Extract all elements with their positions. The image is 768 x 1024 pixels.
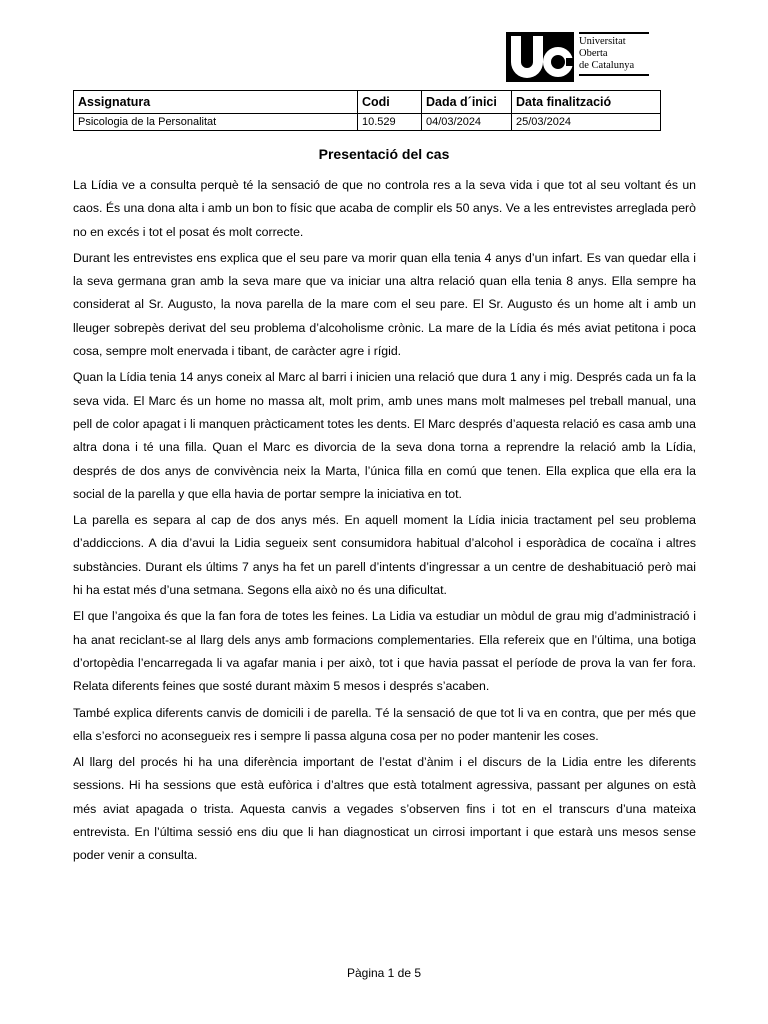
case-description	[73, 174, 696, 871]
page-number-footer: Pàgina 1 de 5	[346, 966, 422, 980]
header-data-finalitzacio: Data finalització	[512, 91, 661, 114]
paragraph: La Lídia ve a consulta perquè té la sensació de que no controla res a la seva vida i que tot al seu voltant és un caos. És una dona alta i amb un bon to físic que acaba de complir els 50 anys. Ve a les entrevistes arreglada però no en excés i tot el posat és molt correcte.	[73, 178, 696, 239]
table-header-row	[74, 91, 661, 114]
logo-line-3: de Catalunya	[579, 60, 635, 71]
paragraph: Al llarg del procés hi ha una diferència important de l’estat d’ànim i el discurs de la Lidia entre les diferents sessions. Hi ha sessions que està eufòrica i d’altres que està totalment agressiva, passant per algunes on està més aviat apagada o trista. Aquesta canvis a vegades s’observen fins i tot en el transcurs d’una mateixa entrevista. En l’última sessió ens diu que li han diagnosticat un cirrosi important i que estarà uns mesos sense poder venir a consulta.	[73, 755, 696, 863]
paragraph: La parella es separa al cap de dos anys més. En aquell moment la Lídia inicia tractament pel seu problema d’addiccions. A dia d’avui la Lidia segueix sent consumidora habitual d’alcohol i esporàdica de cocaïna i altres substàncies. Durant els últims 7 anys ha fet un parell d’intents d’ingressar a un centre de deshabituació però mai hi ha estat més d’una setmana. Segons ella això no és una dificultat.	[73, 513, 696, 598]
paragraph: També explica diferents canvis de domicili i de parella. Té la sensació de que tot li va en contra, que per més que ella s’esforci no aconsegueix res i sempre li passa alguna cosa per no poder mantenir les coses.	[73, 705, 696, 743]
uoc-logo	[506, 32, 648, 84]
cell-assignatura: Psicologia de la Personalitat	[74, 114, 358, 131]
uoc-logo-mark	[506, 32, 574, 82]
header-assignatura: Assignatura	[74, 91, 358, 114]
table-row	[74, 114, 661, 131]
header-codi: Codi	[358, 91, 422, 114]
paragraph: Durant les entrevistes ens explica que el seu pare va morir quan ella tenia 4 anys d’un infart. Es van quedar ella i la seva germana gran amb la seva mare que va iniciar una altra relació quan ella tenia 8 anys. Ella sempre ha considerat al Sr. Augusto, la nova parella de la mare com el seu pare. El Sr. Augusto és un home alt i amb un lleuger sobrepès derivat del seu problema d’alcoholisme crònic. La mare de la Lídia és més aviat petitona i poca cosa, sempre molt enervada i tibant, de caràcter agre i rígid.	[73, 250, 696, 359]
logo-line-1: Universitat	[579, 36, 626, 47]
course-info-table	[73, 90, 661, 131]
paragraph: El que l’angoixa és que la fan fora de totes les feines. La Lidia va estudiar un mòdul de grau mig d’administració i ha anat reciclant-se al llarg dels anys amb formacions complementaries. Ella refereix que en l’última, una botiga d’ortopèdia l’encarregada li va agafar mania i per això, tot i que havia passat el període de prova la van fer fora. Relata diferents feines que sosté durant màxim 5 mesos i després s’acaben.	[73, 609, 696, 694]
cell-data-finalitzacio: 25/03/2024	[512, 114, 661, 131]
header-data-inici: Dada d´inici	[422, 91, 512, 114]
page-title: Presentació del cas	[318, 146, 450, 162]
uoc-logo-wordmark	[579, 32, 649, 76]
logo-line-2: Oberta	[579, 48, 608, 59]
paragraph: Quan la Lídia tenia 14 anys coneix al Marc al barri i inicien una relació que dura 1 any i mig. Després cada un fa la seva vida. El Marc és un home no massa alt, molt prim, amb unes mans molt malmeses pel treball manual, una pell de color apagat i li manquen pràcticament totes les dents. El Marc després d’aquesta relació es casa amb una altra dona i té una filla. Quan el Marc es divorcia de la seva dona torna a reprendre la relació amb la Lídia, després de dos anys de convivència neix la Marta, l’única filla en comú que tenen. Ella explica que ella era la social de la parella y que ella havia de portar sempre la iniciativa en tot.	[73, 370, 696, 501]
cell-codi: 10.529	[358, 114, 422, 131]
cell-data-inici: 04/03/2024	[422, 114, 512, 131]
